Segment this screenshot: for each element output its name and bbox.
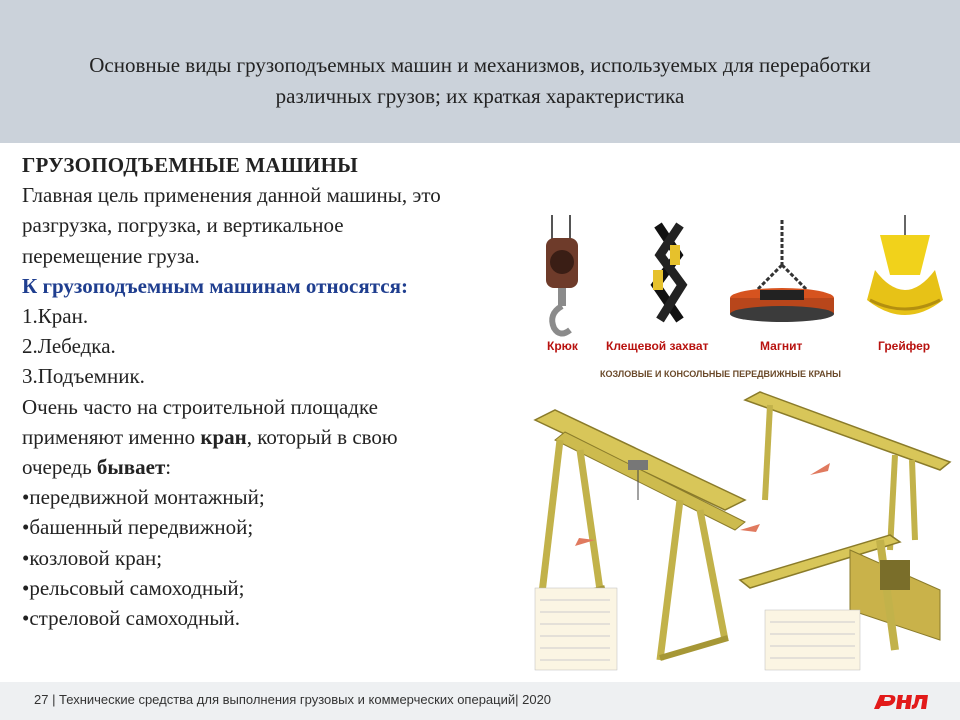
- paragraph-text: :: [165, 455, 172, 480]
- paragraph-line: [22, 422, 532, 452]
- hook-label: Крюк: [547, 339, 578, 353]
- paragraph-text: , который в свою: [246, 424, 398, 449]
- grab-label: Грейфер: [878, 339, 931, 353]
- clamp-label: Клещевой захват: [606, 339, 709, 353]
- bold-word: бывает: [96, 455, 166, 480]
- title-bar: [0, 0, 960, 143]
- bullet-item: •стреловой самоходный.: [22, 606, 240, 631]
- legend-block: [535, 588, 860, 670]
- slide-title: Основные виды грузоподъемных машин и механизмов, используемых для переработки различных грузов; их краткая характеристика: [89, 53, 871, 108]
- cranes-title: КОЗЛОВЫЕ И КОНСОЛЬНЫЕ ПЕРЕДВИЖНЫЕ КРАНЫ: [600, 369, 841, 379]
- intro-line: перемещение груза.: [22, 243, 200, 268]
- crane-illustration: [520, 210, 960, 680]
- paragraph-line: [22, 452, 532, 482]
- footer-bar: [0, 682, 960, 720]
- numbered-item: 3.Подъемник.: [22, 364, 145, 389]
- footer-text: 27 | Технические средства для выполнения грузовых и коммерческих операций| 2020: [34, 692, 552, 707]
- grab-icon: [867, 215, 943, 315]
- bold-word: кран: [200, 424, 247, 449]
- cantilever-crane-illustration: [745, 392, 950, 550]
- clamp-icon: [653, 225, 682, 320]
- hook-icon: [546, 215, 578, 334]
- bullet-item: •передвижной монтажный;: [22, 485, 265, 510]
- paragraph-line: Очень часто на строительной площадке: [22, 394, 378, 419]
- intro-line: Главная цель применения данной машины, это: [22, 183, 441, 208]
- numbered-item: 2.Лебедка.: [22, 334, 116, 359]
- paragraph-text: очередь: [22, 455, 97, 480]
- subheading: К грузоподъемным машинам относятся:: [22, 273, 408, 298]
- intro-line: разгрузка, погрузка, и вертикальное: [22, 213, 344, 238]
- section-heading: ГРУЗОПОДЪЕМНЫЕ МАШИНЫ: [22, 153, 358, 177]
- bullet-item: •козловой кран;: [22, 545, 163, 570]
- paragraph-text: применяют именно: [22, 424, 201, 449]
- numbered-item: 1.Кран.: [22, 304, 89, 329]
- magnet-icon: [730, 220, 834, 322]
- bullet-item: •башенный передвижной;: [22, 515, 254, 540]
- magnet-label: Магнит: [760, 339, 803, 353]
- rzd-logo-icon: [868, 687, 938, 715]
- slide-body: [22, 150, 532, 633]
- bullet-item: •рельсовый самоходный;: [22, 575, 245, 600]
